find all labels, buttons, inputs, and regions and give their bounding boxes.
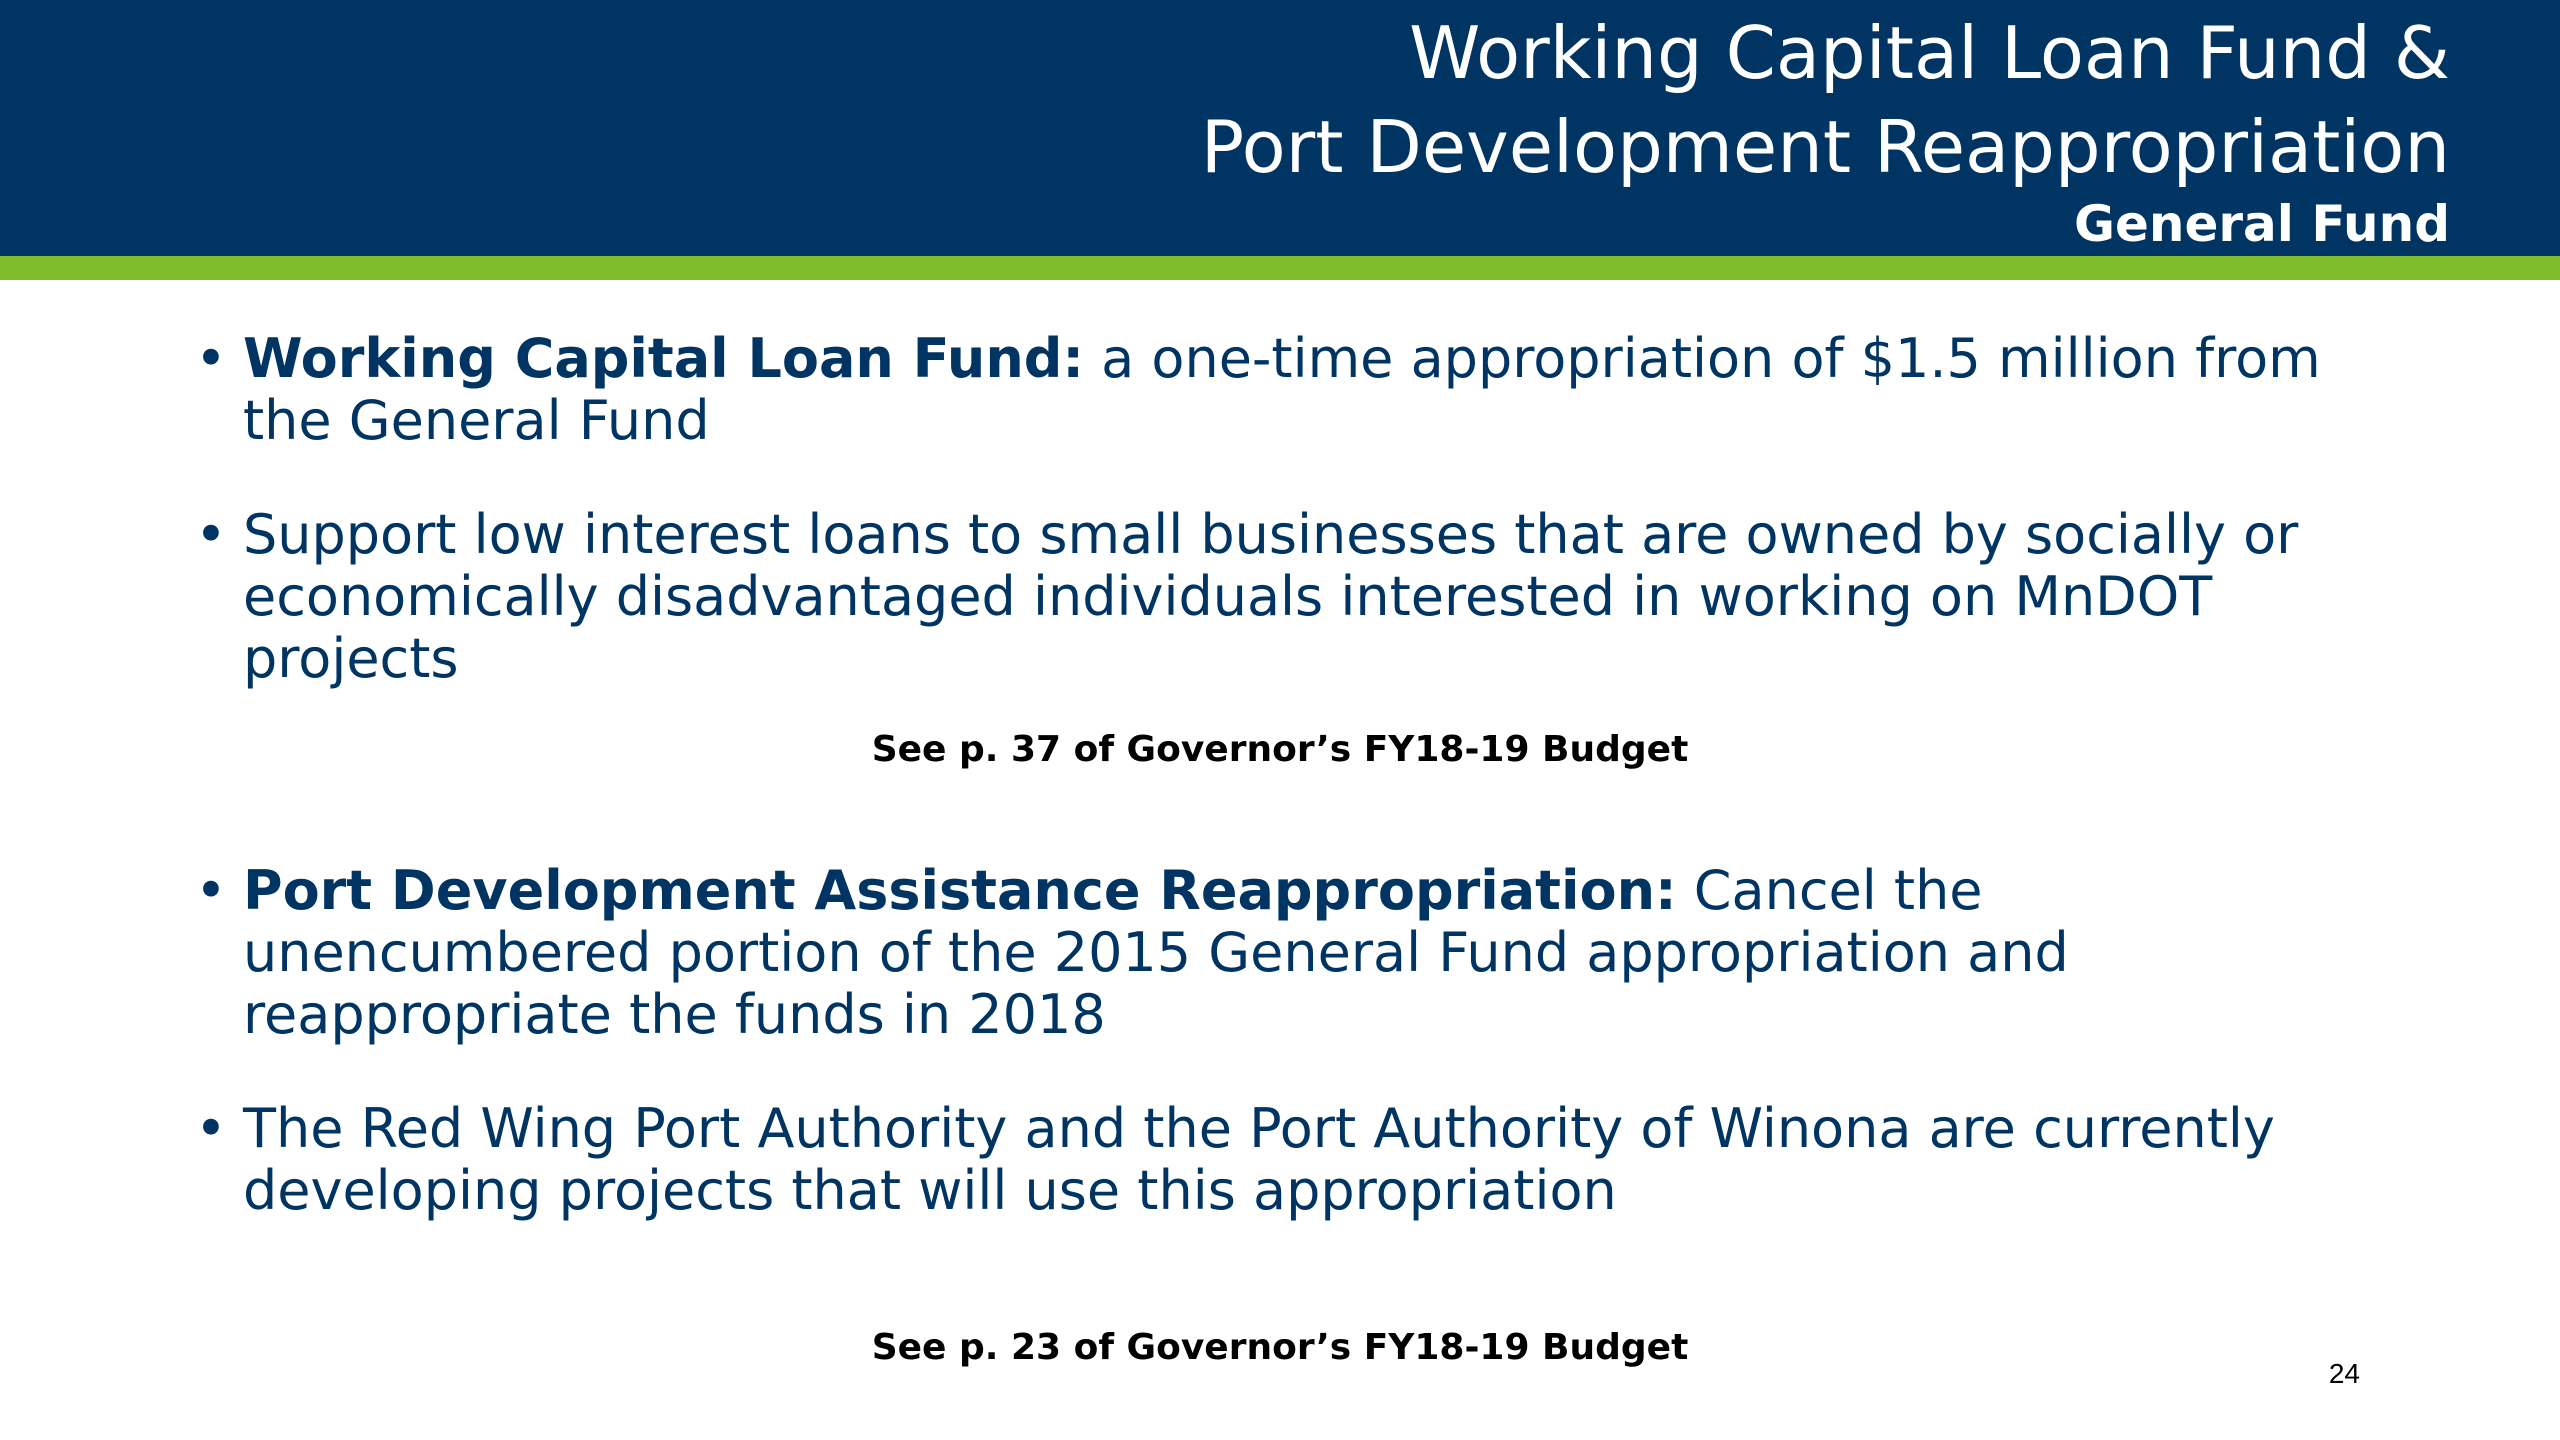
source-note-2: See p. 23 of Governor’s FY18-19 Budget: [871, 1327, 1689, 1368]
page-number: 24: [2328, 1358, 2360, 1389]
source-note-1: See p. 37 of Governor’s FY18-19 Budget: [871, 729, 1689, 770]
slide-subtitle: General Fund: [2073, 195, 2450, 253]
bullet-item: [195, 328, 2375, 452]
bullet-item: [195, 1098, 2375, 1222]
bullet-lead: Working Capital Loan Fund:: [243, 327, 1085, 390]
title-block: [1201, 6, 2450, 254]
accent-divider: [0, 256, 2560, 280]
bullet-text: a one-time appropriation of $1.5 million from the General Fund: [243, 327, 2321, 452]
slide-title-line-1: Working Capital Loan Fund &: [1409, 11, 2450, 95]
bullet-text: Support low interest loans to small businesses that are owned by socially or economically disadvantaged individuals interested in working on MnDOT projects: [243, 503, 2299, 690]
bullet-list-2: [195, 860, 2375, 1222]
bullet-lead: Port Development Assistance Reappropriation:: [243, 859, 1677, 922]
bullet-text: The Red Wing Port Authority and the Port Authority of Winona are currently developing projects that will use this appropriation: [243, 1097, 2275, 1222]
slide-title-line-2: Port Development Reappropriation: [1200, 105, 2450, 189]
bullet-item: [195, 860, 2375, 1046]
header-banner: [0, 0, 2560, 256]
bullet-text: Cancel the unencumbered portion of the 2015 General Fund appropriation and reappropriate the funds in 2018: [243, 859, 2069, 1046]
bullet-item: [195, 504, 2375, 690]
bullet-list-1: [195, 328, 2375, 690]
